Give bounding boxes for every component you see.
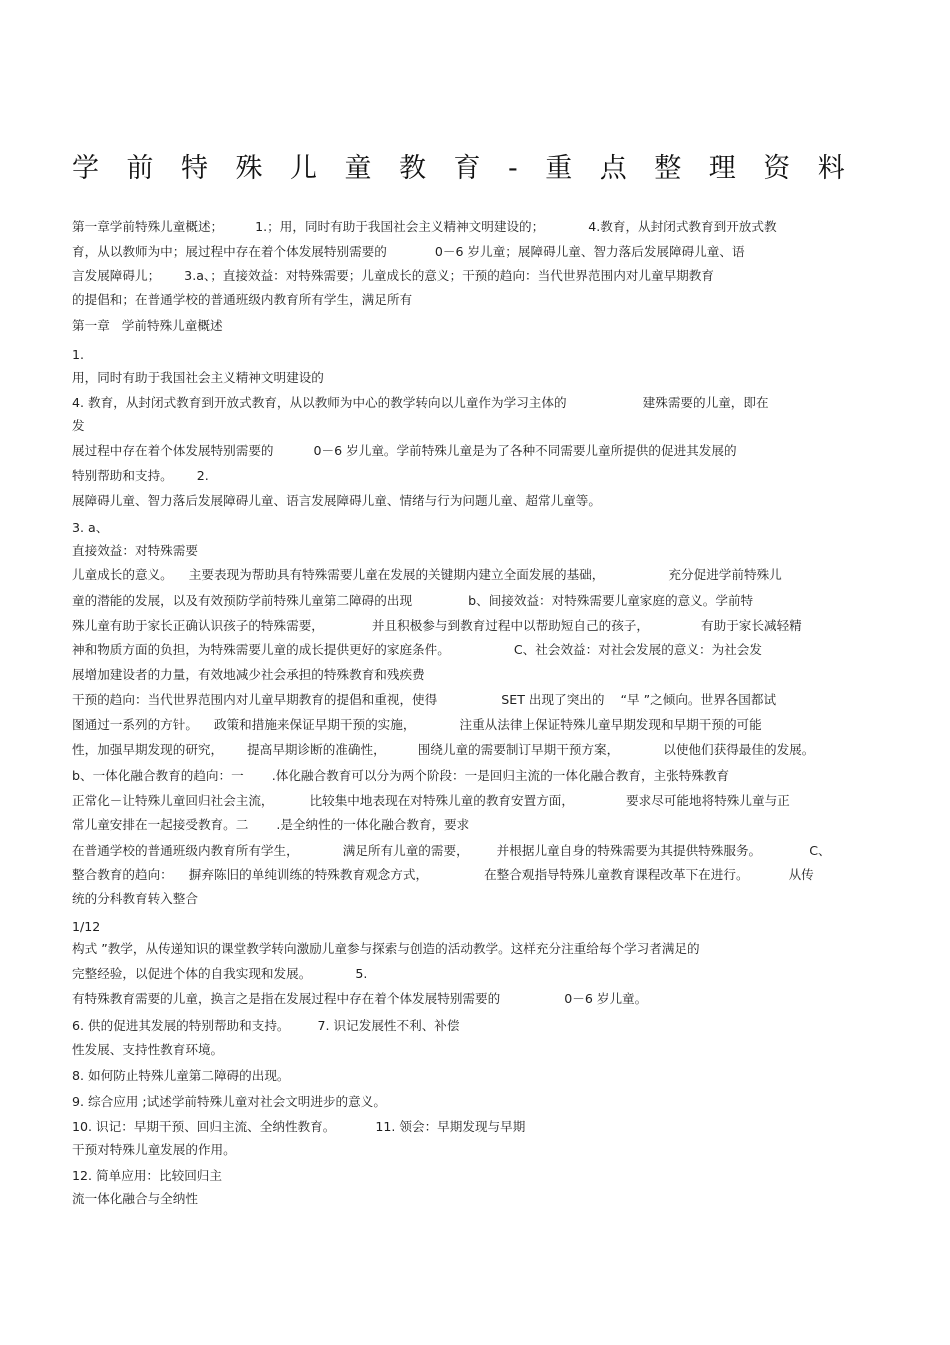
text-line: 4. 教育，从封闭式教育到开放式教育，从以教师为中心的教学转向以儿童作为学习主体的 建殊需要的儿童，即在 xyxy=(72,395,769,410)
text-line: 第一章学前特殊儿童概述； 1.；用，同时有助于我国社会主义精神文明建设的； 4.教育，从封闭式教育到开放式教 xyxy=(72,219,777,234)
text-line: b、一体化融合教育的趋向：一 .体化融合教育可以分为两个阶段：一是回归主流的一体化融合教育，主张特殊教育 xyxy=(72,768,730,783)
text-line: 有特殊教育需要的儿童，换言之是指在发展过程中存在着个体发展特别需要的 0－6 岁儿童。 xyxy=(72,991,648,1006)
text-line: 流一体化融合与全纳性 xyxy=(72,1191,198,1206)
text-line: 特别帮助和支持。 2. xyxy=(72,468,209,483)
text-line: 的提倡和；在普通学校的普通班级内教育所有学生，满足所有 xyxy=(72,292,413,307)
text-line: 常儿童安排在一起接受教育。二 .是全纳性的一体化融合教育，要求 xyxy=(72,817,470,832)
text-line: 干预的趋向：当代世界范围内对儿童早期教育的提倡和重视，使得 SET 出现了突出的 “早 ”之倾向。世界各国都试 xyxy=(72,692,777,707)
text-line: 殊儿童有助于家长正确认识孩子的特殊需要， 并且积极参与到教育过程中以帮助短自己的孩子， 有助于家长减轻精 xyxy=(72,618,802,633)
text-line: 在普通学校的普通班级内教育所有学生， 满足所有儿童的需要， 并根据儿童自身的特殊需要为其提供特殊服务。 C、 xyxy=(72,843,831,858)
text-line: 童的潜能的发展，以及有效预防学前特殊儿童第二障碍的出现 b、间接效益：对特殊需要儿童家庭的意义。学前特 xyxy=(72,593,754,608)
text-line: 展过程中存在着个体发展特别需要的 0－6 岁儿童。学前特殊儿童是为了各种不同需要儿童所提供的促进其发展的 xyxy=(72,443,737,458)
text-line: 育，从以教师为中；展过程中存在着个体发展特别需要的 0－6 岁儿童；展障碍儿童、智力落后发展障碍儿童、语 xyxy=(72,244,745,259)
text-line: 8. 如何防止特殊儿童第二障碍的出现。 xyxy=(72,1068,290,1083)
text-line: 展障碍儿童、智力落后发展障碍儿童、语言发展障碍儿童、情绪与行为问题儿童、超常儿童等。 xyxy=(72,493,601,508)
text-line: 完整经验，以促进个体的自我实现和发展。 5. xyxy=(72,966,368,981)
text-line: 儿童成长的意义。 主要表现为帮助具有特殊需要儿童在发展的关键期内建立全面发展的基础， 充分促进学前特殊儿 xyxy=(72,567,782,582)
text-line: 整合教育的趋向： 摒弃陈旧的单纯训练的特殊教育观念方式， 在整合观指导特殊儿童教育课程改革下在进行。 从传 xyxy=(72,867,814,882)
text-line: 正常化－让特殊儿童回归社会主流， 比较集中地表现在对特殊儿童的教育安置方面， 要求尽可能地将特殊儿童与正 xyxy=(72,793,790,808)
text-line: 构式 ”教学，从传递知识的课堂教学转向激励儿童参与探索与创造的活动教学。这样充分注重给每个学习者满足的 xyxy=(72,941,700,956)
text-line: 干预对特殊儿童发展的作用。 xyxy=(72,1142,236,1157)
text-line: 直接效益：对特殊需要 xyxy=(72,543,198,558)
text-line: 10. 识记：早期干预、回归主流、全纳性教育。 11. 领会：早期发现与早期 xyxy=(72,1119,526,1134)
text-line: 展增加建设者的力量，有效地减少社会承担的特殊教育和残疾费 xyxy=(72,667,425,682)
page-number: 1/12 xyxy=(72,919,101,934)
text-line: 9. 综合应用 ;试述学前特殊儿童对社会文明进步的意义。 xyxy=(72,1094,386,1109)
text-line: 性，加强早期发现的研究， 提高早期诊断的准确性， 围绕儿童的需要制订早期干预方案， 以使他们获得最佳的发展。 xyxy=(72,742,815,757)
text-line: 发 xyxy=(72,418,85,433)
text-line: 用，同时有助于我国社会主义精神文明建设的 xyxy=(72,370,324,385)
chapter-heading: 第一章 学前特殊儿童概述 xyxy=(72,318,223,333)
text-line: 1. xyxy=(72,347,85,362)
text-line: 3. a、 xyxy=(72,520,109,535)
text-line: 图通过一系列的方针。 政策和措施来保证早期干预的实施， 注重从法律上保证特殊儿童早期发现和早期干预的可能 xyxy=(72,717,762,732)
text-line: 12. 简单应用：比较回归主 xyxy=(72,1168,222,1183)
text-line: 性发展、支持性教育环境。 xyxy=(72,1042,224,1057)
text-line: 言发展障碍儿； 3.a、；直接效益：对特殊需要；儿童成长的意义；干预的趋向：当代世界范围内对儿童早期教育 xyxy=(72,268,714,283)
text-line: 统的分科教育转入整合 xyxy=(72,891,198,906)
text-line: 6. 供的促进其发展的特别帮助和支持。 7. 识记发展性不利、补偿 xyxy=(72,1018,460,1033)
document-title: 学前特殊儿童教育-重点整理资料 xyxy=(72,153,873,184)
text-line: 神和物质方面的负担，为特殊需要儿童的成长提供更好的家庭条件。 C、社会效益：对社会发展的意义：为社会发 xyxy=(72,642,762,657)
